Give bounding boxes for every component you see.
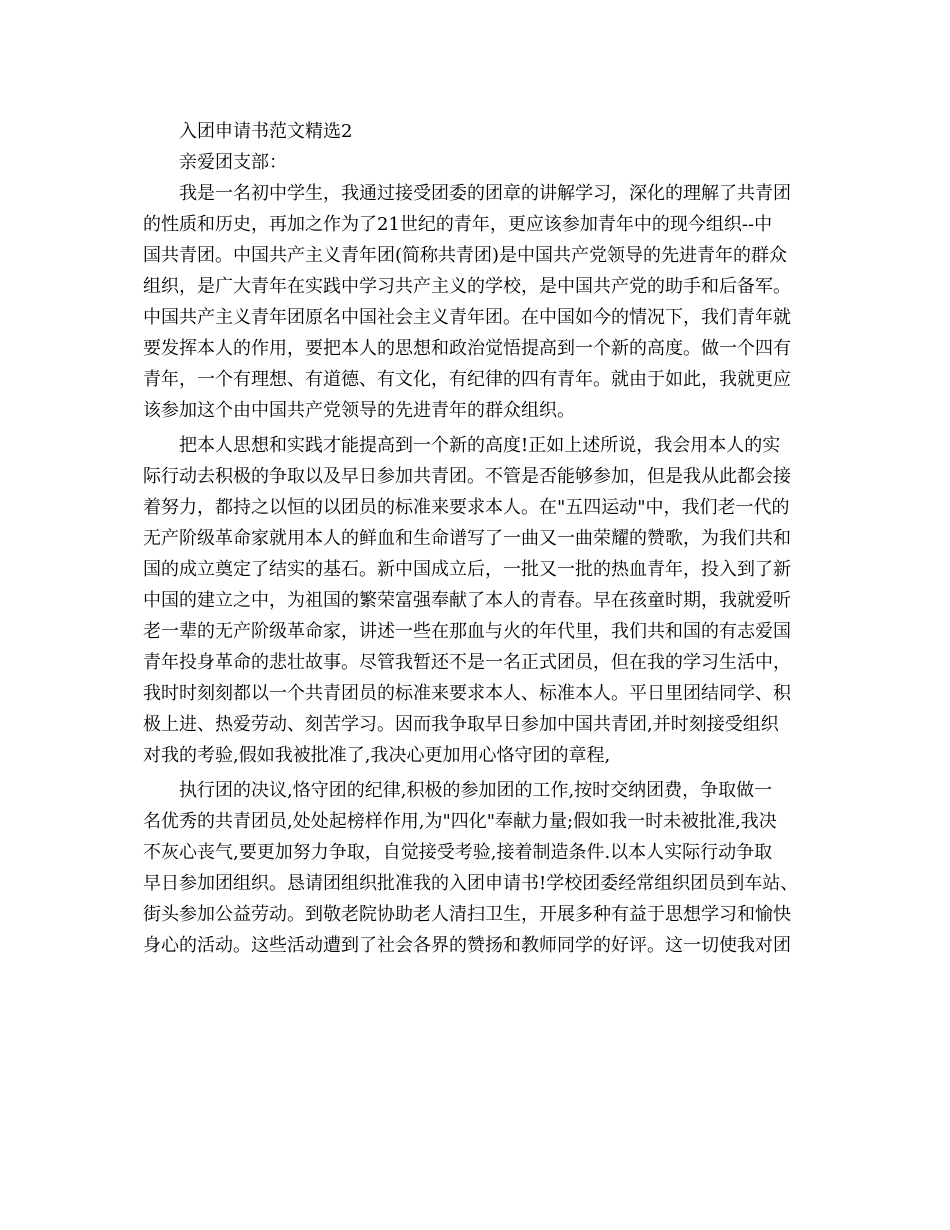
paragraph-line: 执行团的决议,恪守团的纪律,积极的参加团的工作,按时交纳团费，争取做一	[179, 780, 773, 801]
paragraph-line: 无产阶级革命家就用本人的鲜血和生命谱写了一曲又一曲荣耀的赞歌，为我们共和	[143, 528, 791, 549]
paragraph-line: 我是一名初中学生，我通过接受团委的团章的讲解学习，深化的理解了共青团	[179, 183, 791, 204]
paragraph-line: 组织，是广大青年在实践中学习共产主义的学校，是中国共产党的助手和后备军。	[143, 276, 791, 297]
paragraph-line: 际行动去积极的争取以及早日参加共青团。不管是否能够参加，但是我从此都会接	[143, 466, 791, 487]
paragraph-line: 该参加这个由中国共产党领导的先进青年的群众组织。	[143, 400, 575, 421]
paragraph-line: 青年投身革命的悲壮故事。尽管我暂还不是一名正式团员，但在我的学习生活中，	[143, 652, 791, 673]
document-body	[143, 116, 813, 961]
paragraph-line: 我时时刻刻都以一个共青团员的标准来要求本人、标准本人。平日里团结同学、积	[143, 683, 791, 704]
paragraph-line: 国的成立奠定了结实的基石。新中国成立后，一批又一批的热血青年，投入到了新	[143, 559, 791, 580]
paragraph-3	[143, 775, 813, 961]
paragraph-line: 早日参加团组织。恳请团组织批准我的入团申请书!学校团委经常组织团员到车站、	[143, 873, 799, 894]
paragraph-line: 街头参加公益劳动。到敬老院协助老人清扫卫生，开展多种有益于思想学习和愉快	[143, 904, 791, 925]
paragraph-line: 青年，一个有理想、有道德、有文化，有纪律的四有青年。就由于如此，我就更应	[143, 369, 791, 390]
paragraph-line: 把本人思想和实践才能提高到一个新的高度!正如上述所说，我会用本人的实	[179, 435, 781, 456]
paragraph-line: 中国共产主义青年团原名中国社会主义青年团。在中国如今的情况下，我们青年就	[143, 307, 791, 328]
paragraph-line: 老一辈的无产阶级革命家，讲述一些在那血与火的年代里，我们共和国的有志爱国	[143, 621, 791, 642]
paragraph-line: 的性质和历史，再加之作为了21世纪的青年，更应该参加青年中的现今组织--中	[143, 214, 773, 235]
paragraph-line: 着努力，都持之以恒的以团员的标准来要求本人。在"五四运动"中，我们老一代的	[143, 497, 790, 518]
paragraph-line: 极上进、热爱劳动、刻苦学习。因而我争取早日参加中国共青团,并时刻接受组织	[143, 714, 779, 735]
paragraph-2	[143, 430, 813, 771]
paragraph-line: 国共青团。中国共产主义青年团(简称共青团)是中国共产党领导的先进青年的群众	[143, 245, 788, 266]
paragraph-line: 不灰心丧气,要更加努力争取，自觉接受考验,接着制造条件.以本人实际行动争取	[143, 842, 773, 863]
paragraph-1	[143, 178, 813, 426]
paragraph-line: 身心的活动。这些活动遭到了社会各界的赞扬和教师同学的好评。这一切使我对团	[143, 935, 791, 956]
paragraph-line: 名优秀的共青团员,处处起榜样作用,为"四化"奉献力量;假如我一时未被批准,我决	[143, 811, 777, 832]
paragraph-line: 对我的考验,假如我被批准了,我决心更加用心恪守团的章程,	[143, 745, 611, 766]
document-title: 入团申请书范文精选2	[179, 121, 353, 142]
salutation: 亲爱团支部：	[179, 152, 287, 173]
paragraph-line: 中国的建立之中，为祖国的繁荣富强奉献了本人的青春。早在孩童时期，我就爱听	[143, 590, 791, 611]
paragraph-line: 要发挥本人的作用，要把本人的思想和政治觉悟提高到一个新的高度。做一个四有	[143, 338, 791, 359]
